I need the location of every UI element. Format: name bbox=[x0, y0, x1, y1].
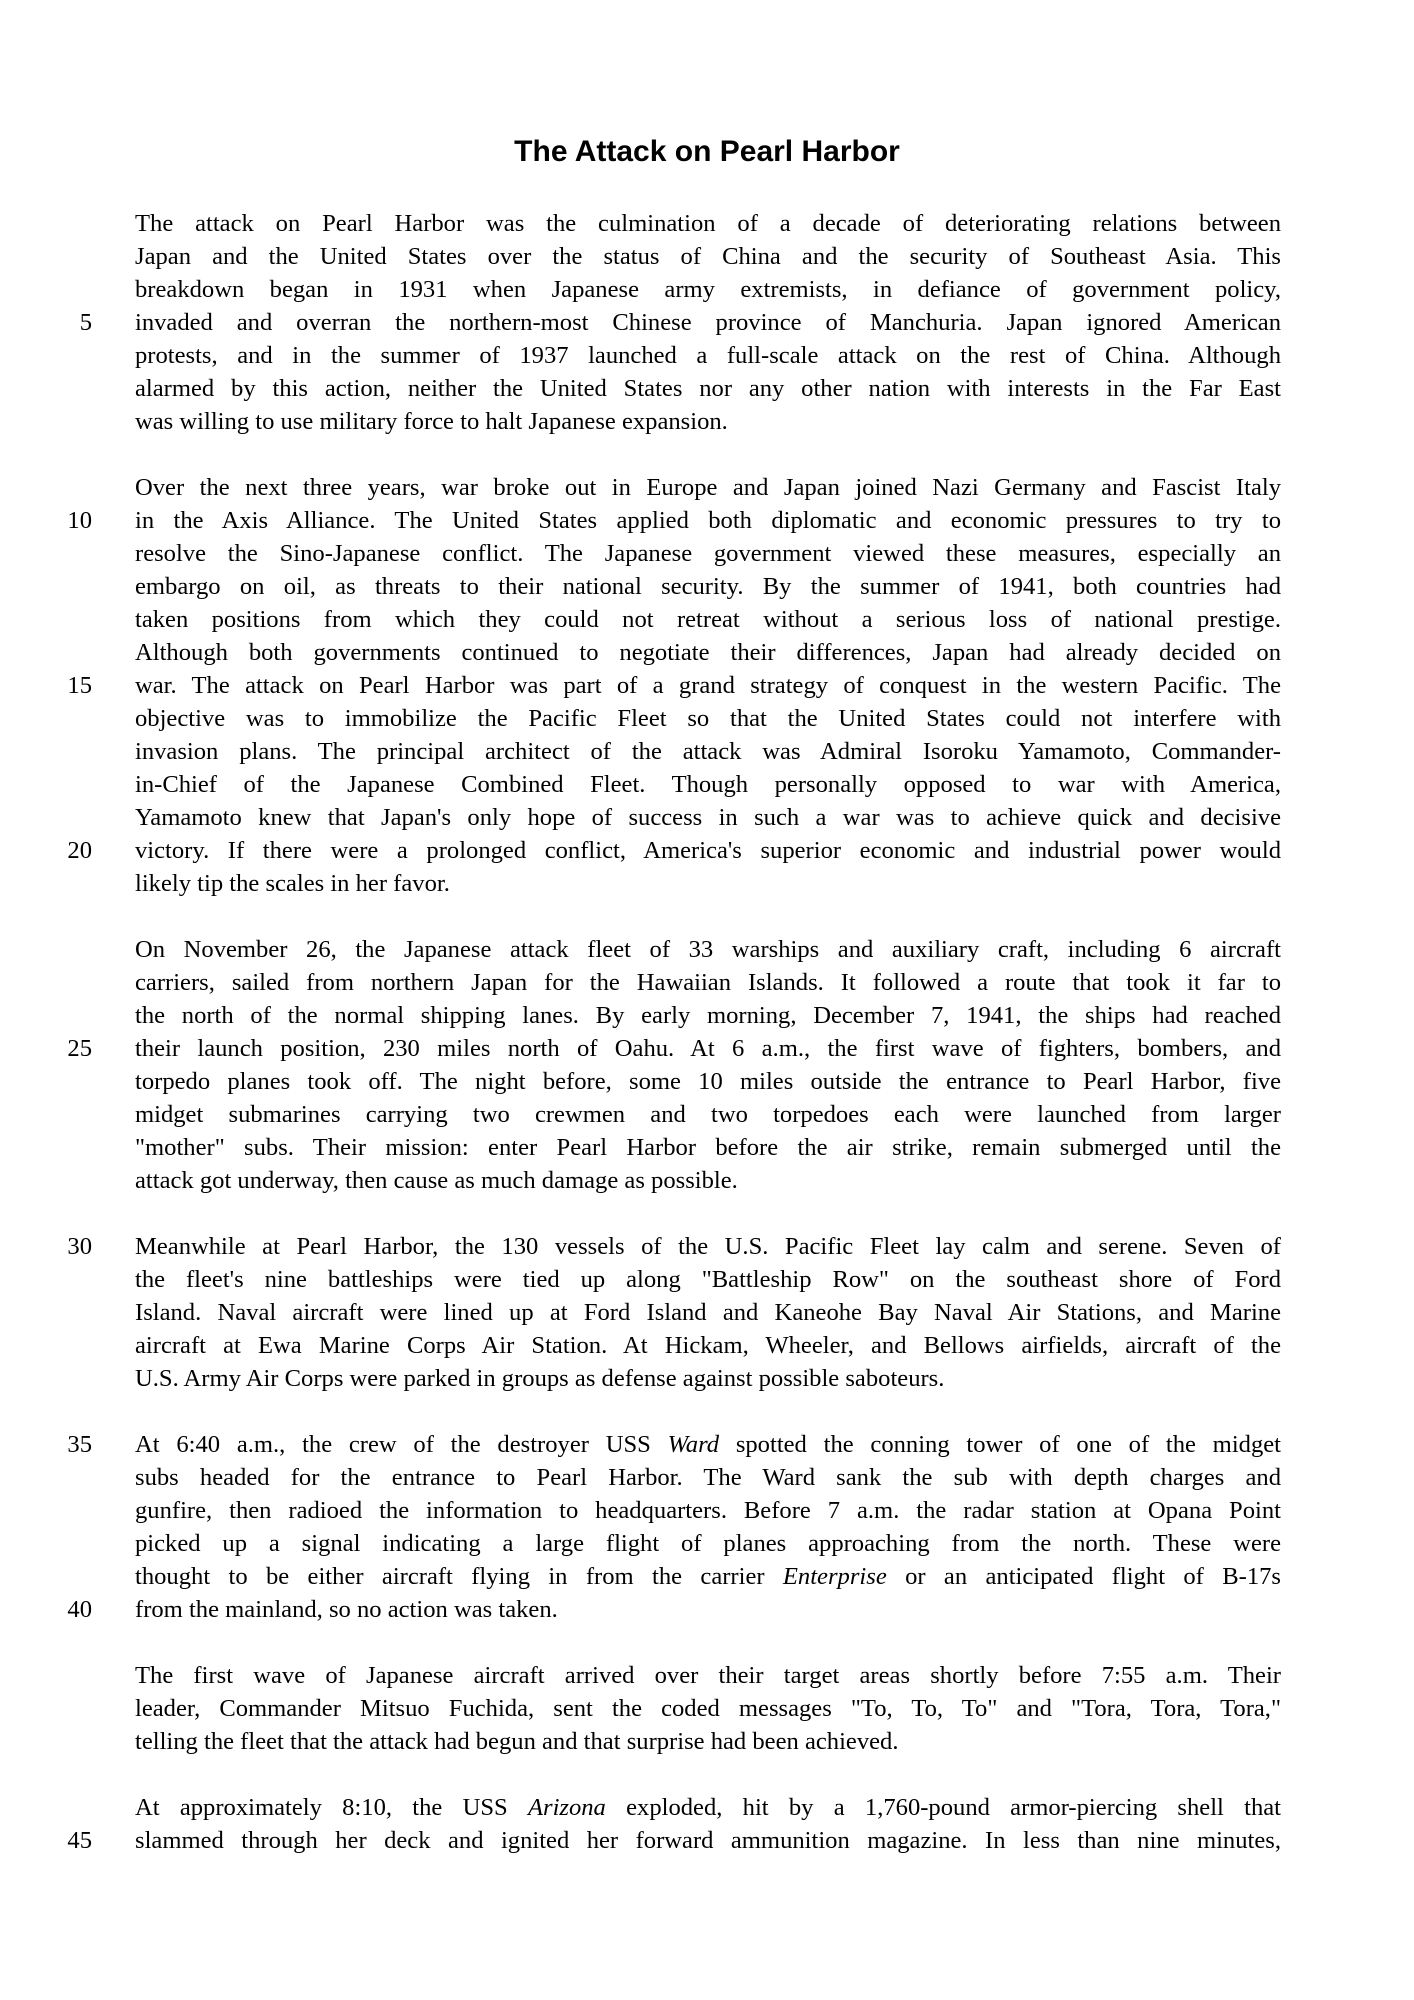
text-run: thought to be either aircraft flying in from the carrier bbox=[135, 1563, 783, 1590]
text-run: or an anticipated flight of B-17s bbox=[886, 1563, 1281, 1590]
text-line: from the mainland, so no action was taken. bbox=[135, 1596, 558, 1623]
text-line bbox=[135, 1428, 1281, 1461]
line-number: 15 bbox=[67, 672, 92, 699]
text-line: midget submarines carrying two crewmen and two torpedoes each were launched from larger bbox=[135, 1101, 1281, 1128]
text-line: Over the next three years, war broke out in Europe and Japan joined Nazi Germany and Fascist Italy bbox=[135, 474, 1281, 501]
text-line: objective was to immobilize the Pacific Fleet so that the United States could not interfere with bbox=[135, 705, 1281, 732]
text-line: subs headed for the entrance to Pearl Harbor. The Ward sank the sub with depth charges and bbox=[135, 1464, 1281, 1491]
text-run: spotted the conning tower of one of the midget bbox=[719, 1431, 1281, 1458]
line-number: 30 bbox=[67, 1233, 92, 1260]
line-number: 45 bbox=[67, 1827, 92, 1854]
text-run: At 6:40 a.m., the crew of the destroyer USS bbox=[135, 1431, 668, 1458]
ship-name: Arizona bbox=[527, 1794, 606, 1821]
text-line: carriers, sailed from northern Japan for the Hawaiian Islands. It followed a route that took it far to bbox=[135, 969, 1281, 996]
text-line: in-Chief of the Japanese Combined Fleet. Though personally opposed to war with America, bbox=[135, 771, 1281, 798]
text-line: torpedo planes took off. The night before, some 10 miles outside the entrance to Pearl Harbor, five bbox=[135, 1068, 1281, 1095]
text-line: The first wave of Japanese aircraft arrived over their target areas shortly before 7:55 a.m. Their bbox=[135, 1662, 1281, 1689]
text-line: The attack on Pearl Harbor was the culmination of a decade of deteriorating relations between bbox=[135, 210, 1281, 237]
text-line: aircraft at Ewa Marine Corps Air Station. At Hickam, Wheeler, and Bellows airfields, aircraft of the bbox=[135, 1332, 1281, 1359]
text-line: Japan and the United States over the status of China and the security of Southeast Asia. This bbox=[135, 243, 1281, 270]
text-line: in the Axis Alliance. The United States applied both diplomatic and economic pressures to try to bbox=[135, 507, 1281, 534]
ship-name: Enterprise bbox=[782, 1563, 887, 1590]
text-line: Island. Naval aircraft were lined up at Ford Island and Kaneohe Bay Naval Air Stations, and Marine bbox=[135, 1299, 1281, 1326]
text-line: attack got underway, then cause as much damage as possible. bbox=[135, 1167, 738, 1194]
text-line: picked up a signal indicating a large flight of planes approaching from the north. These were bbox=[135, 1530, 1281, 1557]
text-line: the fleet's nine battleships were tied up along "Battleship Row" on the southeast shore of Ford bbox=[135, 1266, 1281, 1293]
text-line: war. The attack on Pearl Harbor was part of a grand strategy of conquest in the western Pacific. The bbox=[135, 672, 1281, 699]
text-line: embargo on oil, as threats to their national security. By the summer of 1941, both countries had bbox=[135, 573, 1281, 600]
line-number: 5 bbox=[79, 309, 92, 336]
text-line: telling the fleet that the attack had begun and that surprise had been achieved. bbox=[135, 1728, 899, 1755]
text-line: victory. If there were a prolonged conflict, America's superior economic and industrial power would bbox=[135, 837, 1281, 864]
text-line: "mother" subs. Their mission: enter Pearl Harbor before the air strike, remain submerged until the bbox=[135, 1134, 1281, 1161]
text-line: Meanwhile at Pearl Harbor, the 130 vessels of the U.S. Pacific Fleet lay calm and serene. Seven of bbox=[135, 1233, 1281, 1260]
line-number: 40 bbox=[67, 1596, 92, 1623]
text-line: breakdown began in 1931 when Japanese army extremists, in defiance of government policy, bbox=[135, 276, 1281, 303]
page-title: The Attack on Pearl Harbor bbox=[514, 135, 900, 168]
line-number: 20 bbox=[67, 837, 92, 864]
text-line: gunfire, then radioed the information to headquarters. Before 7 a.m. the radar station at Opana Point bbox=[135, 1497, 1281, 1524]
line-number: 35 bbox=[67, 1431, 92, 1458]
text-line: alarmed by this action, neither the United States nor any other nation with interests in the Far East bbox=[135, 375, 1281, 402]
text-line: resolve the Sino-Japanese conflict. The Japanese government viewed these measures, especially an bbox=[135, 540, 1281, 567]
text-line: U.S. Army Air Corps were parked in groups as defense against possible saboteurs. bbox=[135, 1365, 945, 1392]
text-line: likely tip the scales in her favor. bbox=[135, 870, 450, 897]
text-run: At approximately 8:10, the USS bbox=[135, 1794, 528, 1821]
ship-name: Ward bbox=[667, 1431, 720, 1458]
text-line: invasion plans. The principal architect of the attack was Admiral Isoroku Yamamoto, Commander- bbox=[135, 738, 1281, 765]
text-line: invaded and overran the northern-most Chinese province of Manchuria. Japan ignored American bbox=[135, 309, 1281, 336]
text-line: Although both governments continued to negotiate their differences, Japan had already decided on bbox=[135, 639, 1281, 666]
text-line bbox=[135, 1560, 1281, 1593]
text-line: taken positions from which they could not retreat without a serious loss of national prestige. bbox=[135, 606, 1281, 633]
text-line: their launch position, 230 miles north of Oahu. At 6 a.m., the first wave of fighters, bombers, and bbox=[135, 1035, 1281, 1062]
text-line: was willing to use military force to halt Japanese expansion. bbox=[135, 408, 728, 435]
text-line: the north of the normal shipping lanes. By early morning, December 7, 1941, the ships had reached bbox=[135, 1002, 1281, 1029]
text-line bbox=[135, 1791, 1281, 1824]
line-number: 25 bbox=[67, 1035, 92, 1062]
text-line: On November 26, the Japanese attack fleet of 33 warships and auxiliary craft, including 6 aircraft bbox=[135, 936, 1281, 963]
text-line: leader, Commander Mitsuo Fuchida, sent the coded messages "To, To, To" and "Tora, Tora, Tora," bbox=[135, 1695, 1281, 1722]
text-run: exploded, hit by a 1,760-pound armor-piercing shell that bbox=[605, 1794, 1282, 1821]
line-number: 10 bbox=[67, 507, 92, 534]
text-line: protests, and in the summer of 1937 launched a full-scale attack on the rest of China. Although bbox=[135, 342, 1281, 369]
text-line: slammed through her deck and ignited her forward ammunition magazine. In less than nine minutes, bbox=[135, 1827, 1281, 1854]
text-line: Yamamoto knew that Japan's only hope of success in such a war was to achieve quick and decisive bbox=[135, 804, 1281, 831]
